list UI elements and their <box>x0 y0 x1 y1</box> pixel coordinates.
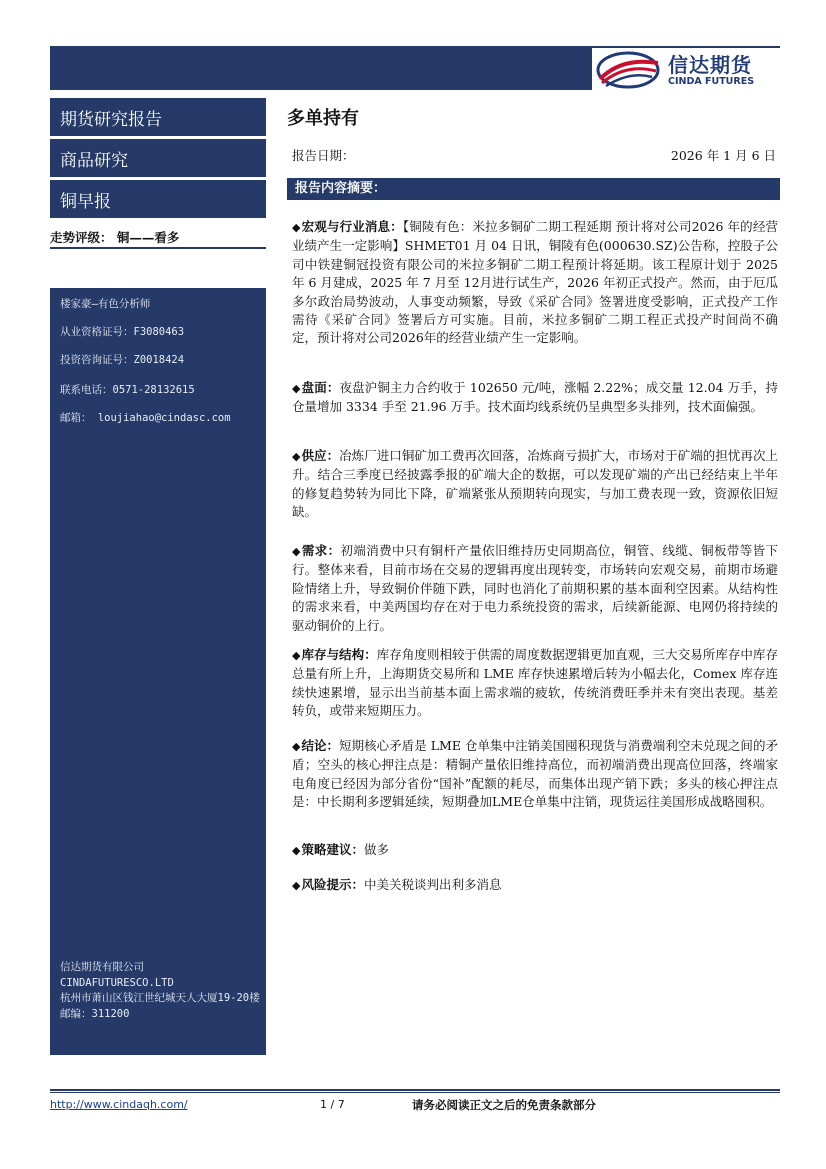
section-text: 夜盘沪铜主力合约收于 102650 元/吨，涨幅 2.22%；成交量 12.04 万手，持仓量增加 3334 手至 21.96 万手。技术面均线系统仍呈典型多头排列，技术面偏强。 <box>292 380 778 415</box>
report-date-row <box>292 146 776 164</box>
company-logo <box>592 48 782 92</box>
diamond-bullet-icon: ◆ <box>292 649 301 662</box>
summary-heading: 报告内容摘要： <box>287 178 780 200</box>
analyst-email: 邮箱： loujiahao@cindasc.com <box>60 412 231 424</box>
section-macro <box>292 218 778 348</box>
company-name: 信达期货有限公司 <box>60 961 144 973</box>
trend-rating: 走势评级： 铜——看多 <box>50 230 180 245</box>
section-heading: 策略建议： <box>301 842 364 857</box>
section-inventory <box>292 646 778 721</box>
diamond-bullet-icon: ◆ <box>292 844 301 857</box>
report-date-label: 报告日期： <box>292 148 355 163</box>
sidebar-block-report-type: 期货研究报告 <box>50 98 266 136</box>
section-heading: 宏观与行业消息： <box>301 219 403 234</box>
section-text: 库存角度则相较于供需的周度数据逻辑更加直观，三大交易所库存中库存总量有所上升，上海期货交易所和 LME 库存快速累增后转为小幅去化，Comex 库存连续快速累增，显示出当前基本面上需求端的疲软，传统消费旺季并未有突出表现。基差转负，或带来短期压力。 <box>292 647 778 719</box>
section-text: 冶炼厂进口铜矿加工费再次回落，冶炼商亏损扩大，市场对于矿端的担忧再次上升。结合三季度已经披露季报的矿端大企的数据，可以发现矿端的产出已经结束上半年的修复趋势转为同比下降，矿端紧张从预期转向现实，与加工费表现一致，资源依旧短缺。 <box>292 448 778 520</box>
section-risk <box>292 876 778 895</box>
diamond-bullet-icon: ◆ <box>292 879 301 892</box>
section-text: 初端消费中只有铜杆产量依旧维持历史同期高位，铜管、线缆、铜板带等皆下行。整体来看，目前市场在交易的逻辑再度出现转变，市场转向宏观交易，前期市场避险情绪上升，导致铜价伴随下跌，同时也消化了前期积累的基本面利空因素。从结构性的需求来看，中美两国均存在对于电力系统投资的需求，后续新能源、电网仍将持续的驱动铜价的上行。 <box>292 543 778 633</box>
analyst-phone: 联系电话：0571-28132615 <box>60 384 195 396</box>
company-info <box>60 960 260 1022</box>
analyst-consult-license: 投资咨询证号：Z0018424 <box>60 354 185 366</box>
section-heading: 盘面： <box>301 380 340 395</box>
diamond-bullet-icon: ◆ <box>292 450 301 463</box>
section-strategy <box>292 841 778 860</box>
diamond-bullet-icon: ◆ <box>292 221 301 234</box>
analyst-qualification: 从业资格证号：F3080463 <box>60 326 185 338</box>
section-heading: 需求： <box>301 543 341 558</box>
footer-divider <box>50 1089 780 1093</box>
section-demand <box>292 542 778 635</box>
sidebar-block-research: 商品研究 <box>50 139 266 177</box>
section-text: 【铜陵有色：米拉多铜矿二期工程延期 预计将对公司2026 年的经营业绩产生一定影响】SHMET01 月 04 日讯，铜陵有色(000630.SZ)公告称，控股子公司中铁建铜冠投资有限公司的米拉多铜矿二期工程预计将延期。该工程原计划于 2025 年 6 月建成，2025 年 7 月至 12月进行试生产，2026 年初正式投产。然而，由于厄瓜多尔政治局势波动，人事变动频繁，导致《采矿合同》签署进度受影响，正式投产工作需待《采矿合同》签署后方可实施。目前，米拉多铜矿二期工程正式投产时间尚不确定，预计将对公司2026年的经营业绩产生一定影响。 <box>292 219 778 346</box>
diamond-bullet-icon: ◆ <box>292 382 301 395</box>
section-text: 中美关税谈判出利多消息 <box>363 877 502 892</box>
section-conclusion <box>292 737 778 812</box>
cinda-logo-icon <box>592 49 664 91</box>
section-heading: 供应： <box>301 448 340 463</box>
section-text: 做多 <box>363 842 389 857</box>
company-postcode: 邮编：311200 <box>60 1007 130 1020</box>
section-text: 短期核心矛盾是 LME 仓单集中注销美国囤积现货与消费端利空未兑现之间的矛盾；空头的核心押注点是：精铜产量依旧维持高位，而初端消费出现高位回落，终端家电角度已经因为部分省份“国补”配额的耗尽，而集体出现产销下跌；多头的核心押注点是：中长期利多逻辑延续，短期叠加LME仓单集中注销，现货运往美国形成战略囤积。 <box>292 738 778 810</box>
analyst-name: 楼家豪—有色分析师 <box>60 298 151 310</box>
footer-page-number: 1 / 7 <box>320 1098 345 1111</box>
diamond-bullet-icon: ◆ <box>292 545 301 558</box>
company-address: 杭州市萧山区钱江世纪城天人大厦19-20楼 <box>60 992 260 1004</box>
footer-disclaimer: 请务必阅读正文之后的免责条款部分 <box>412 1098 596 1112</box>
rating-divider <box>50 247 266 249</box>
sidebar-block-copper-morning: 铜早报 <box>50 180 266 218</box>
report-date-value: 2026 年 1 月 6 日 <box>670 148 776 163</box>
section-heading: 库存与结构： <box>301 647 377 662</box>
report-title: 多单持有 <box>287 108 359 129</box>
company-name-en: CINDAFUTURESCO.LTD <box>60 976 174 989</box>
logo-english-name: CINDA FUTURES <box>668 75 755 87</box>
footer-website-link[interactable]: http://www.cindaqh.com/ <box>50 1098 188 1111</box>
sidebar-info-panel <box>50 288 266 1055</box>
diamond-bullet-icon: ◆ <box>292 740 301 753</box>
sidebar-category-blocks <box>50 98 266 221</box>
section-market <box>292 379 778 417</box>
section-heading: 结论： <box>301 738 340 753</box>
section-supply <box>292 447 778 522</box>
logo-chinese-name: 信达期货 <box>668 52 752 77</box>
section-heading: 风险提示： <box>301 877 364 892</box>
